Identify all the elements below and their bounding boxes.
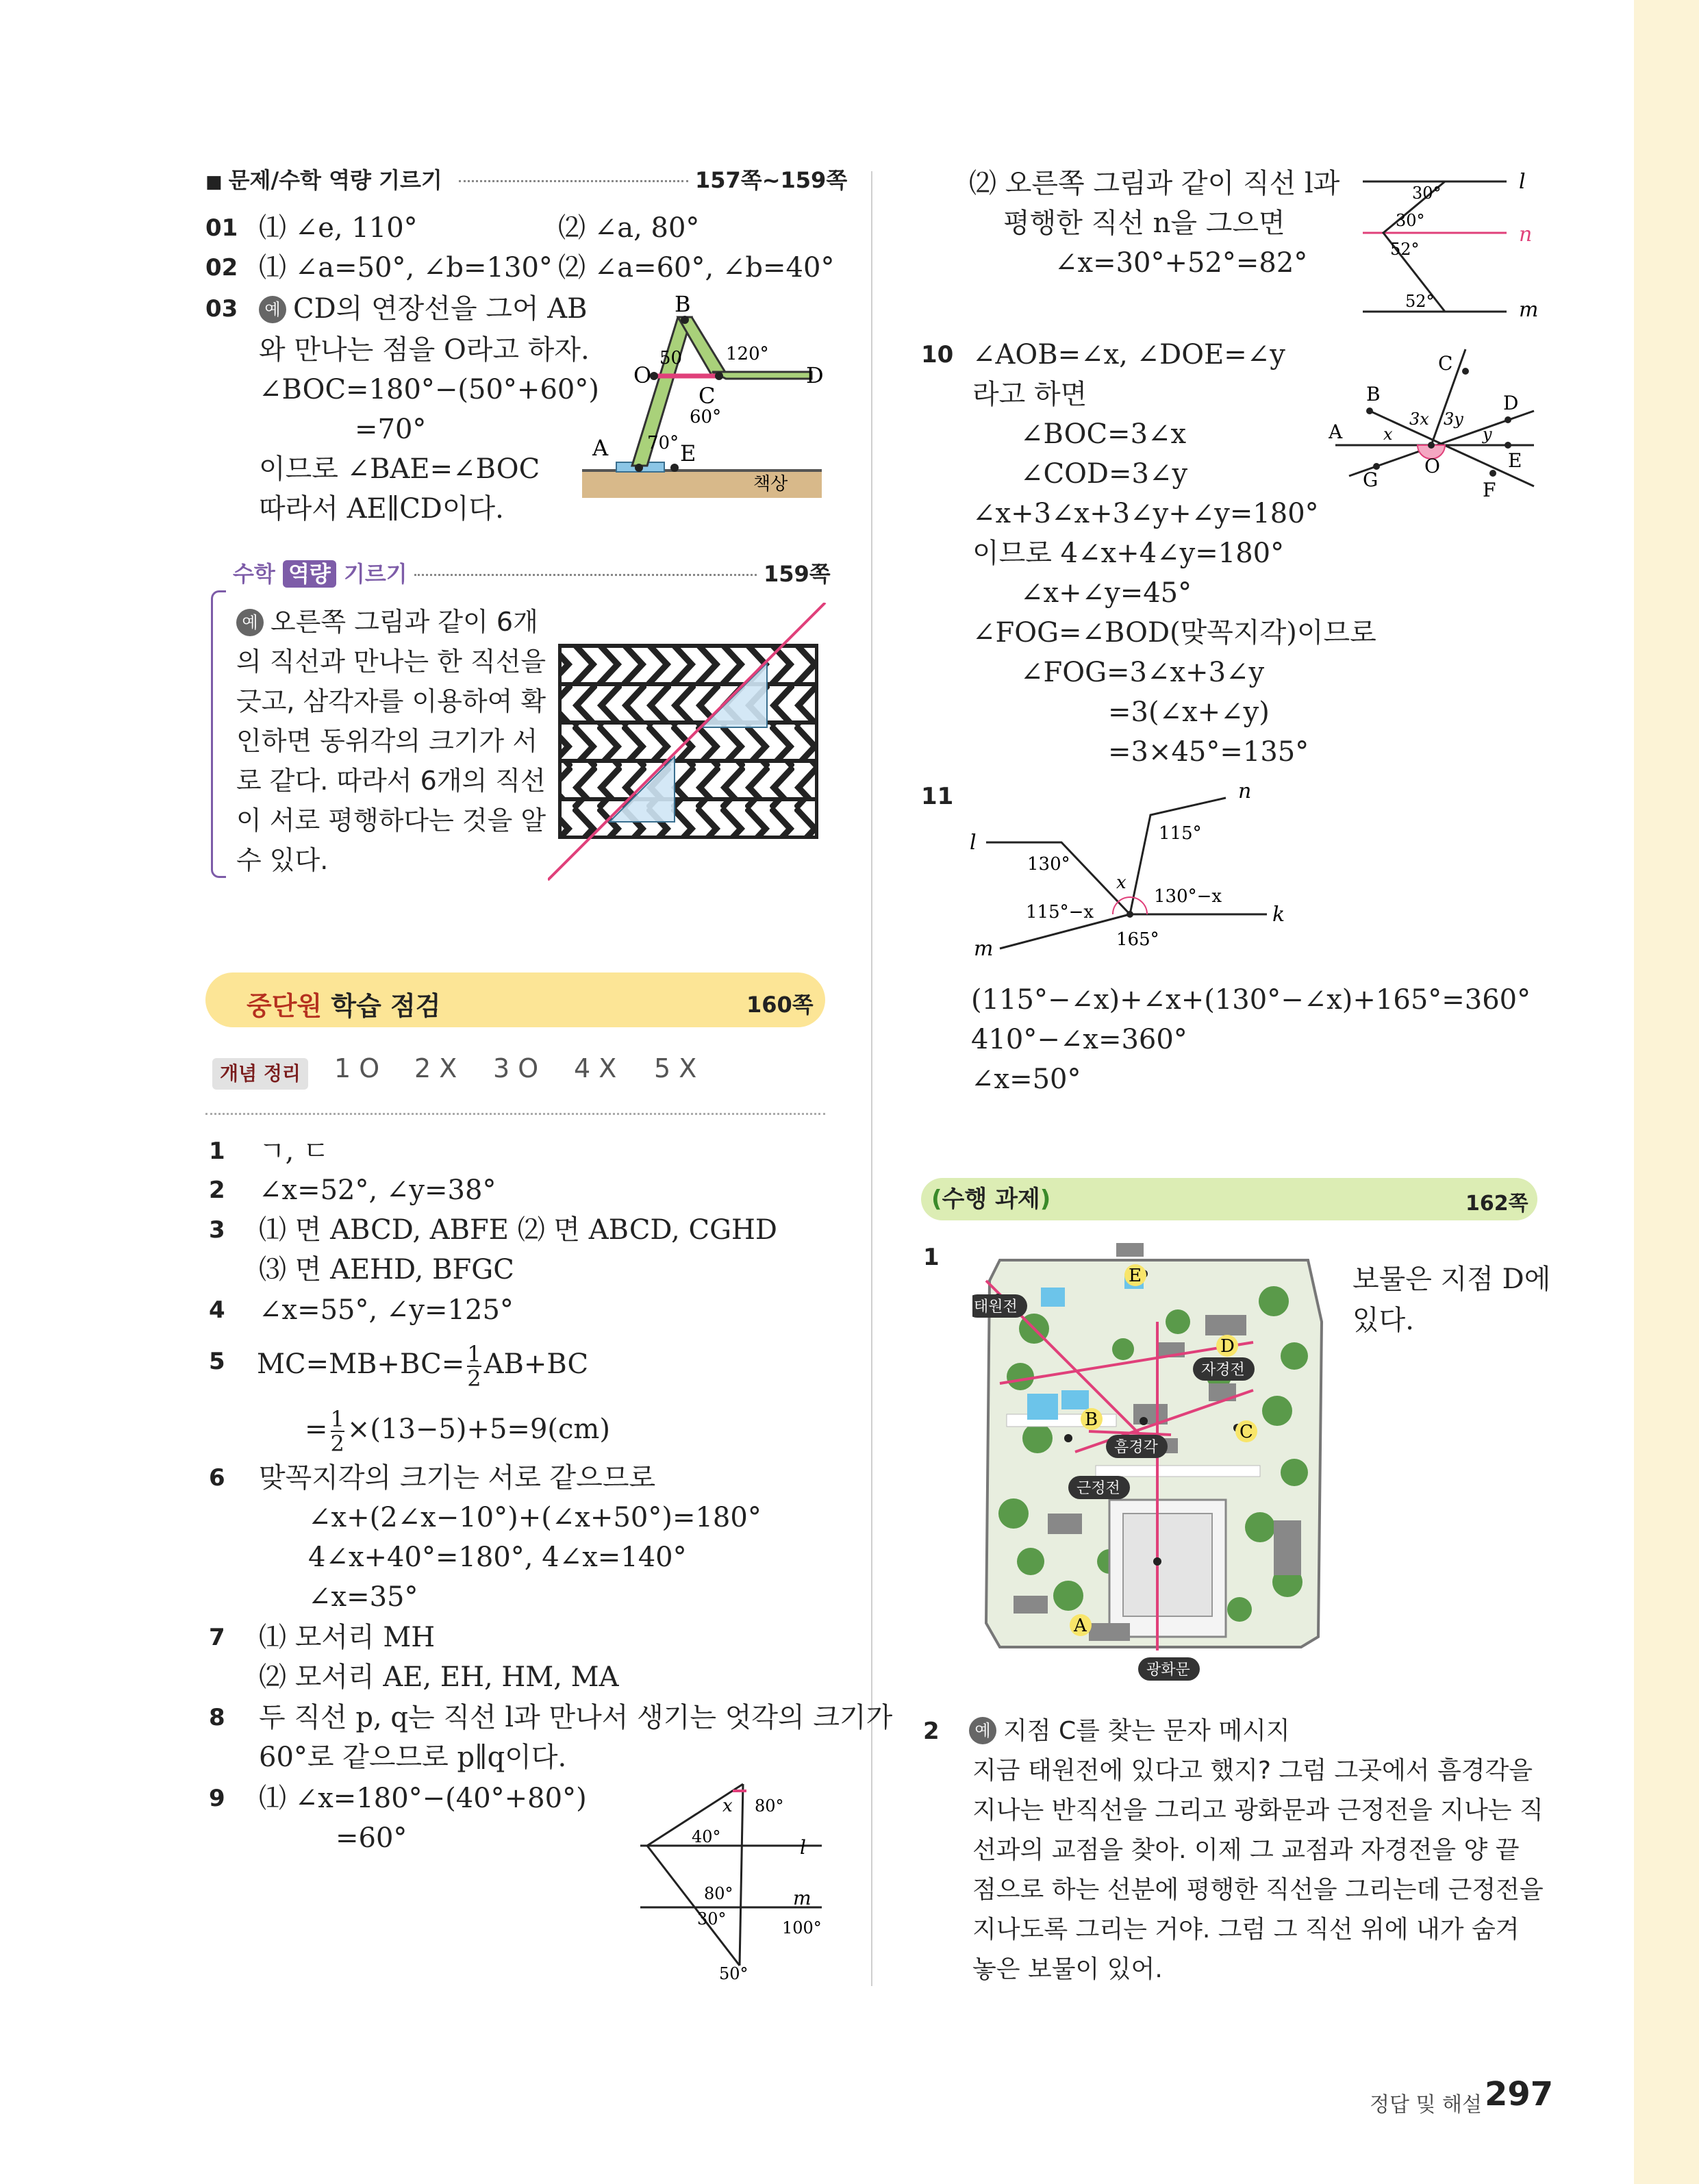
answer-line: 지점 C를 찾는 문자 메시지 [1003,1717,1290,1745]
answer-part: AB+BC [483,1348,589,1380]
section-pages: 160쪽 [746,992,814,1018]
page-number: 297 [1485,2075,1554,2113]
angle-label: 50 [659,348,683,368]
answer-text: ∠COD=3∠y [1020,458,1188,490]
label-3y: 3y [1444,410,1463,429]
answer-text: ∠x=30°+52°=82° [1055,247,1308,279]
answer-text: ⑵ ∠a, 80° [558,212,700,244]
answer-text: 맞꼭지각의 크기는 서로 같으므로 [259,1462,656,1494]
section-title-rest: 학습 점검 [331,991,441,1021]
map-point-B: B [1085,1409,1098,1430]
box-line: 긋고, 삼각자를 이용하여 확 [236,686,546,716]
example-badge: 예 [259,296,286,323]
concept-item: 5 X [654,1053,697,1083]
answer-line: 지나는 반직선을 그리고 광화문과 근정전을 지나는 직 [972,1796,1544,1824]
line-label: l [1519,170,1526,194]
answer-text: ∠FOG=∠BOD(맞꼭지각)이므로 [972,617,1376,649]
section-header-review [247,985,440,1022]
answer-line: =70° [355,414,427,445]
concept-item: 4 X [574,1053,617,1083]
angle-label: 120° [726,344,769,364]
answer-text: =3(∠x+∠y) [1108,696,1270,728]
answer-text: ∠x+∠y=45° [1020,577,1192,609]
label-y: y [1483,425,1492,444]
section-title: 수학 [233,561,275,587]
answer-text: 두 직선 p, q는 직선 l과 만나서 생기는 엇각의 크기가 [259,1702,893,1733]
answer-text: ∠x+3∠x+3∠y+∠y=180° [972,498,1319,529]
answer-text: (115°−∠x)+∠x+(130°−∠x)+165°=360° [971,984,1531,1016]
answer-text [259,290,588,328]
answer-text: ⑶ 면 AEHD, BFGC [259,1254,514,1285]
box-line: 수 있다. [236,845,329,875]
answer-line: 지금 태원전에 있다고 했지? 그럼 그곳에서 흠경각을 [972,1757,1533,1785]
answer-text: 60°로 같으므로 p∥q이다. [259,1742,567,1773]
line-label: m [793,1887,811,1909]
answer-text: 있다. [1352,1305,1414,1336]
answer-text: 평행한 직선 n을 그으면 [1003,208,1285,239]
question-number: 02 [205,254,238,281]
line-label: n [1519,223,1533,247]
answer-number: 1 [923,1244,940,1271]
answer-part: MC=MB+BC= [257,1348,465,1380]
map-point-C: C [1239,1422,1253,1442]
label-E: E [680,440,696,466]
section-header-problems: ■ 문제/수학 역량 기르기 [205,167,442,193]
numerator: 1 [467,1341,481,1367]
box-line: 의 직선과 만나는 한 직선을 [236,647,546,677]
label-B: B [1366,383,1381,405]
label-O: O [1424,455,1440,477]
answer-number: 7 [209,1624,225,1651]
label-x: x [1383,425,1393,444]
answer-text: ∠x=52°, ∠y=38° [259,1175,496,1206]
answer-text: ⑴ 면 ABCD, ABFE ⑵ 면 ABCD, CGHD [259,1214,778,1246]
answer-text: ⑵ 오른쪽 그림과 같이 직선 l과 [969,168,1340,199]
fraction [467,1342,481,1390]
concept-item: 2 X [414,1053,457,1083]
angle-label: 130°−x [1154,886,1222,907]
answer-line: 선과의 교점을 찾아. 이제 그 교점과 자경전을 양 끝 [972,1836,1520,1864]
angle-label: 40° [692,1827,721,1846]
label-B: B [675,291,691,317]
leader-dots [414,574,757,576]
diagram-parallel-lines-chevron [548,603,835,890]
section-header-math [233,560,407,588]
section-title-bold: 중단원 [247,991,323,1021]
diagram-lamp-angles [579,291,825,510]
box-text: 오른쪽 그림과 같이 6개 [270,607,538,637]
section-title-end: 기르기 [343,561,407,587]
section-pages: 159쪽 [764,561,831,587]
answer-text: ∠x+(2∠x−10°)+(∠x+50°)=180° [308,1502,762,1533]
section-pages: 162쪽 [1465,1192,1528,1216]
map-point-E: E [1129,1266,1142,1286]
label-3x: 3x [1409,410,1429,429]
answer-text: ㄱ, ㄷ [259,1135,329,1167]
answer-text: ⑴ 모서리 MH [259,1622,436,1653]
map-label-taewon: 태원전 [974,1298,1018,1316]
answer-line: CD의 연장선을 그어 AB [293,293,588,325]
answer-text [305,1407,610,1455]
example-badge: 예 [969,1717,996,1744]
section-title: 수행 과제 [942,1185,1040,1213]
answer-number: 8 [209,1704,225,1731]
diagram-q10-angles [1329,342,1541,507]
map-label-jagyeong: 자경전 [1201,1361,1245,1379]
answer-text: ⑴ ∠x=180°−(40°+80°) [259,1783,587,1814]
box-bracket [211,590,226,878]
section-pages: 157쪽~159쪽 [695,167,848,193]
label-O: O [633,362,652,388]
label-F: F [1483,479,1496,501]
denominator: 2 [330,1431,344,1457]
answer-text: 4∠x+40°=180°, 4∠x=140° [308,1542,687,1573]
angle-label: 52° [1390,240,1420,259]
answer-text: =60° [336,1822,407,1854]
section-chip: 역량 [283,560,336,588]
box-line [236,603,538,641]
label-C: C [1438,352,1453,375]
answer-part: = [305,1414,328,1445]
page-edge-band [1634,0,1699,2184]
answer-number: 4 [209,1296,225,1324]
angle-label: 80° [704,1884,733,1903]
map-point-D: D [1220,1336,1235,1357]
label-G: G [1363,468,1379,491]
angle-label: 30° [1412,184,1442,203]
angle-label: 30° [697,1909,727,1929]
angle-label: 30° [1396,211,1425,230]
label-x: x [722,1796,733,1816]
answer-text: ∠BOC=3∠x [1020,418,1187,450]
box-line: 로 같다. 따라서 6개의 직선 [236,766,546,796]
answer-number: 3 [209,1216,225,1244]
label-D: D [806,362,824,388]
answer-text [969,1712,1290,1750]
diagram-q9-triangle [637,1777,835,1983]
lamp-arm-upper [678,317,726,376]
line-label: m [974,937,994,961]
diagram-q9-parallel [1356,164,1541,322]
diagram-palace-map [972,1240,1335,1685]
answer-text: ∠AOB=∠x, ∠DOE=∠y [972,339,1285,371]
answer-number: 10 [921,341,954,368]
answer-line: 따라서 AE∥CD이다. [259,493,504,525]
line-label: l [800,1836,806,1859]
map-label-geunjeong: 근정전 [1077,1480,1120,1497]
answer-text: ⑵ ∠a=60°, ∠b=40° [558,252,835,284]
footer-label: 정답 및 해설 [1370,2093,1482,2117]
angle-label: 50° [719,1964,748,1983]
section-header-task: (수행 과제) [931,1185,1051,1213]
map-point-A: A [1074,1616,1087,1636]
angle-label: 70° [647,433,679,453]
section-title: 문제/수학 역량 기르기 [228,167,442,193]
answer-line: 와 만나는 점을 O라고 하자. [259,334,590,366]
answer-text: =3×45°=135° [1108,736,1309,768]
answer-number: 9 [209,1785,225,1812]
answer-text: ∠x=35° [308,1581,418,1613]
line-label: k [1272,903,1285,927]
line-label: m [1519,298,1539,322]
answer-line: 이므로 ∠BAE=∠BOC [259,453,540,485]
diagram-q11-angles [966,777,1294,969]
lamp-head [712,372,811,379]
answer-text: ⑴ ∠e, 110° [259,212,418,244]
answer-line: 놓은 보물이 있어. [972,1955,1163,1983]
question-number: 01 [205,214,238,242]
leader-dots [459,180,688,182]
concept-tag: 개념 정리 [212,1058,308,1090]
label-C: C [699,383,716,409]
divider [205,1113,825,1115]
numerator: 1 [330,1406,344,1432]
angle-label: 60° [690,407,722,427]
label-A: A [592,435,609,461]
box-line: 인하면 동위각의 크기가 서 [236,726,538,756]
angle-label: 100° [782,1918,822,1937]
box-line: 이 서로 평행하다는 것을 알 [236,805,546,836]
angle-label: 165° [1116,929,1159,950]
label-x: x [1116,873,1127,893]
answer-number: 5 [209,1348,225,1375]
angle-label: 130° [1027,854,1070,875]
answer-text: ⑵ 모서리 AE, EH, HM, MA [259,1661,619,1693]
concept-item: 3 O [493,1053,539,1083]
fraction [331,1407,344,1455]
answer-text: 410°−∠x=360° [971,1024,1187,1055]
example-badge: 예 [236,609,264,636]
answer-text [257,1342,588,1390]
concept-item: 1 O [334,1053,380,1083]
answer-text: 라고 하면 [972,379,1087,410]
answer-number: 1 [209,1138,225,1165]
map-label-gwanghwa: 광화문 [1146,1661,1190,1679]
question-number: 03 [205,295,238,323]
answer-number: 2 [923,1718,940,1745]
answer-text: ⑴ ∠a=50°, ∠b=130° [259,252,553,284]
denominator: 2 [467,1366,481,1392]
map-label-heumgyeong: 흠경각 [1114,1439,1158,1456]
angle-label: 115°−x [1026,902,1094,922]
label-D: D [1503,392,1519,414]
label-A: A [1329,421,1343,443]
angle-label: 52° [1405,292,1435,311]
answer-number: 11 [921,783,954,810]
answer-number: 6 [209,1464,225,1492]
angle-label: 115° [1159,823,1202,844]
angle-label: 80° [755,1796,784,1816]
answer-number: 2 [209,1177,225,1204]
line-label: l [970,831,977,855]
desk-label: 책상 [753,474,788,494]
answer-text: ∠x=55°, ∠y=125° [259,1294,514,1326]
answer-line: 점으로 하는 선분에 평행한 직선을 그리는데 근정전을 [972,1876,1544,1904]
answer-line: 지나도록 그리는 거야. 그럼 그 직선 위에 내가 숨겨 [972,1916,1520,1944]
answer-text: ∠x=50° [971,1064,1081,1095]
answer-line: ∠BOC=180°−(50°+60°) [259,374,599,405]
answer-text: 보물은 지점 D에 [1352,1264,1551,1295]
answer-part: ×(13−5)+5=9(cm) [347,1414,610,1445]
label-E: E [1508,449,1522,472]
answer-text: ∠FOG=3∠x+3∠y [1020,657,1265,688]
line-label: n [1238,779,1252,803]
answer-text: 이므로 4∠x+4∠y=180° [972,538,1285,569]
